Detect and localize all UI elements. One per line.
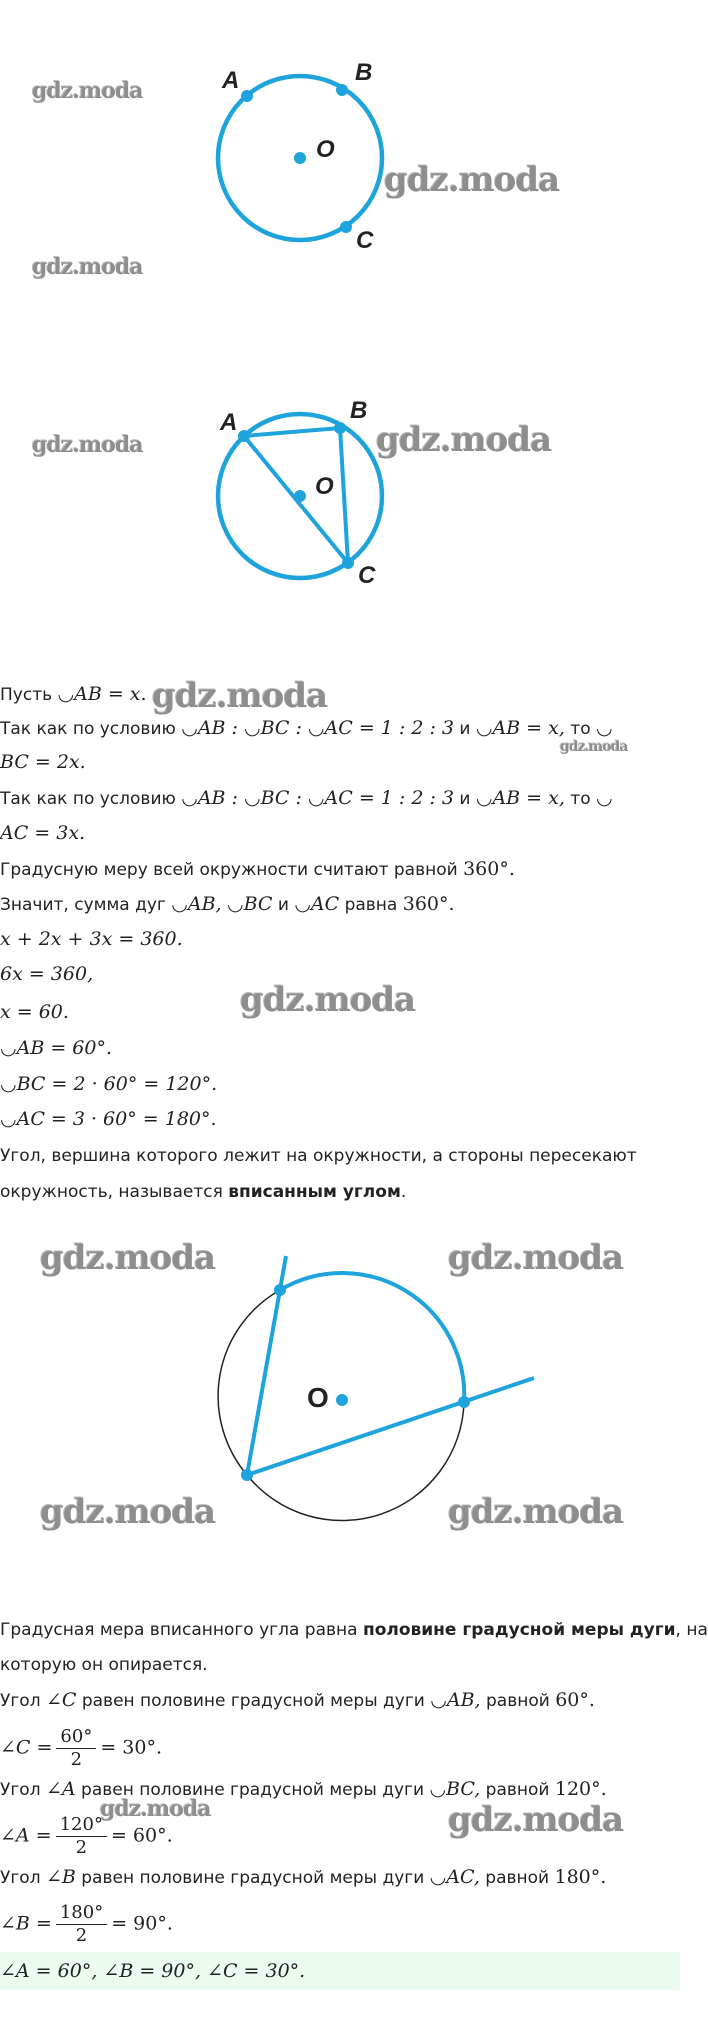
watermark: gdz.moda (32, 254, 143, 280)
answer-box (0, 1952, 680, 1990)
chord-bc (340, 428, 348, 563)
text-line: Угол ∠B равен половине градусной меры дуги ◡AC, равной 180°. (0, 1866, 607, 1888)
text-line: BC = 2x. (0, 751, 86, 773)
watermark: gdz.moda (376, 420, 552, 460)
fraction: $\frac{120^\circ}{2}$ (56, 1814, 107, 1859)
text-line: ◡AC = 3 · 60° = 180°. (0, 1108, 217, 1130)
text-line: AC = 3x. (0, 822, 86, 844)
label-a: A (222, 67, 240, 94)
watermark: gdz.moda (32, 78, 143, 104)
label-a: A (220, 409, 238, 436)
watermark: gdz.moda (40, 1492, 216, 1532)
point-vertex (241, 1469, 253, 1481)
text-line: x = 60. (0, 1001, 69, 1023)
text-line: которую он опирается. (0, 1655, 208, 1675)
angle-side-2 (247, 1378, 534, 1475)
fraction: $\frac{180^\circ}{2}$ (56, 1902, 107, 1947)
point-c (342, 557, 354, 569)
text-line: Так как по условию ◡AB : ◡BC : ◡AC = 1 : 2 : 3 и ◡AB = x, то ◡ (0, 787, 613, 809)
formula-line: ∠B = $\frac{180^\circ}{2}$ = 90°. (0, 1902, 173, 1946)
text-line: 6x = 360, (0, 963, 94, 985)
circle-arc-black (218, 1290, 280, 1475)
point-o (336, 1394, 348, 1406)
text-line: x + 2x + 3x = 360. (0, 928, 183, 950)
text-line: ◡AB = 60°. (0, 1037, 112, 1059)
term-half-arc: половине градусной меры дуги (362, 1620, 676, 1640)
point-o (294, 152, 306, 164)
watermark: gdz.moda (448, 1238, 624, 1278)
chord-ab (244, 428, 340, 436)
watermark: gdz.moda (240, 980, 416, 1020)
watermark: gdz.moda (152, 676, 328, 716)
point-b (336, 84, 348, 96)
text-line: Угол ∠A равен половине градусной меры дуги ◡BC, равной 120°. (0, 1778, 607, 1800)
point-intersection-2 (458, 1396, 470, 1408)
circle-arc-black (247, 1402, 464, 1521)
watermark: gdz.moda (40, 1238, 216, 1278)
text-line: Градусная мера вписанного угла равна половине градусной меры дуги, на (0, 1620, 708, 1640)
text-line: Пусть ◡AB = x. (0, 683, 147, 705)
figure-circle-points (0, 40, 680, 254)
text-line: Угол ∠C равен половине градусной меры дуги ◡AB, равной 60°. (0, 1689, 595, 1711)
watermark: gdz.moda (32, 432, 143, 458)
label-o: O (316, 136, 335, 163)
text-line: Так как по условию ◡AB : ◡BC : ◡AC = 1 : 2 : 3 и ◡AB = x, то ◡ (0, 717, 613, 739)
watermark: gdz.moda (384, 160, 560, 200)
watermark: gdz.moda (100, 1796, 211, 1822)
point-a (241, 90, 253, 102)
formula-line: ∠A = $\frac{120^\circ}{2}$ = 60°. (0, 1814, 173, 1858)
point-b (334, 422, 346, 434)
text-line: ◡BC = 2 · 60° = 120°. (0, 1073, 218, 1095)
label-o: O (307, 1382, 329, 1413)
label-c: C (358, 562, 376, 589)
fraction: $\frac{60^\circ}{2}$ (56, 1726, 96, 1771)
figure-inscribed-triangle (0, 390, 680, 590)
label-o: O (315, 473, 334, 500)
point-c (340, 221, 352, 233)
watermark: gdz.moda (448, 1800, 624, 1840)
label-c: C (356, 227, 374, 254)
text-line: Угол, вершина которого лежит на окружности, а стороны пересекают (0, 1146, 637, 1166)
watermark: gdz.moda (560, 739, 628, 755)
text-line: окружность, называется вписанным углом. (0, 1182, 407, 1202)
point-o (294, 490, 306, 502)
term-inscribed-angle: вписанным углом (228, 1182, 401, 1202)
answer-text: ∠A = 60°, ∠B = 90°, ∠C = 30°. (0, 1960, 306, 1982)
label-b: B (350, 397, 368, 424)
formula-line: ∠C = $\frac{60^\circ}{2}$ = 30°. (0, 1726, 163, 1770)
text-line: Значит, сумма дуг ◡AB, ◡BC и ◡AC равна 360°. (0, 893, 455, 915)
point-a (238, 430, 250, 442)
watermark: gdz.moda (448, 1492, 624, 1532)
text-line: Градусную меру всей окружности считают равной 360°. (0, 858, 515, 880)
label-b: B (355, 59, 373, 86)
point-intersection-1 (274, 1284, 286, 1296)
